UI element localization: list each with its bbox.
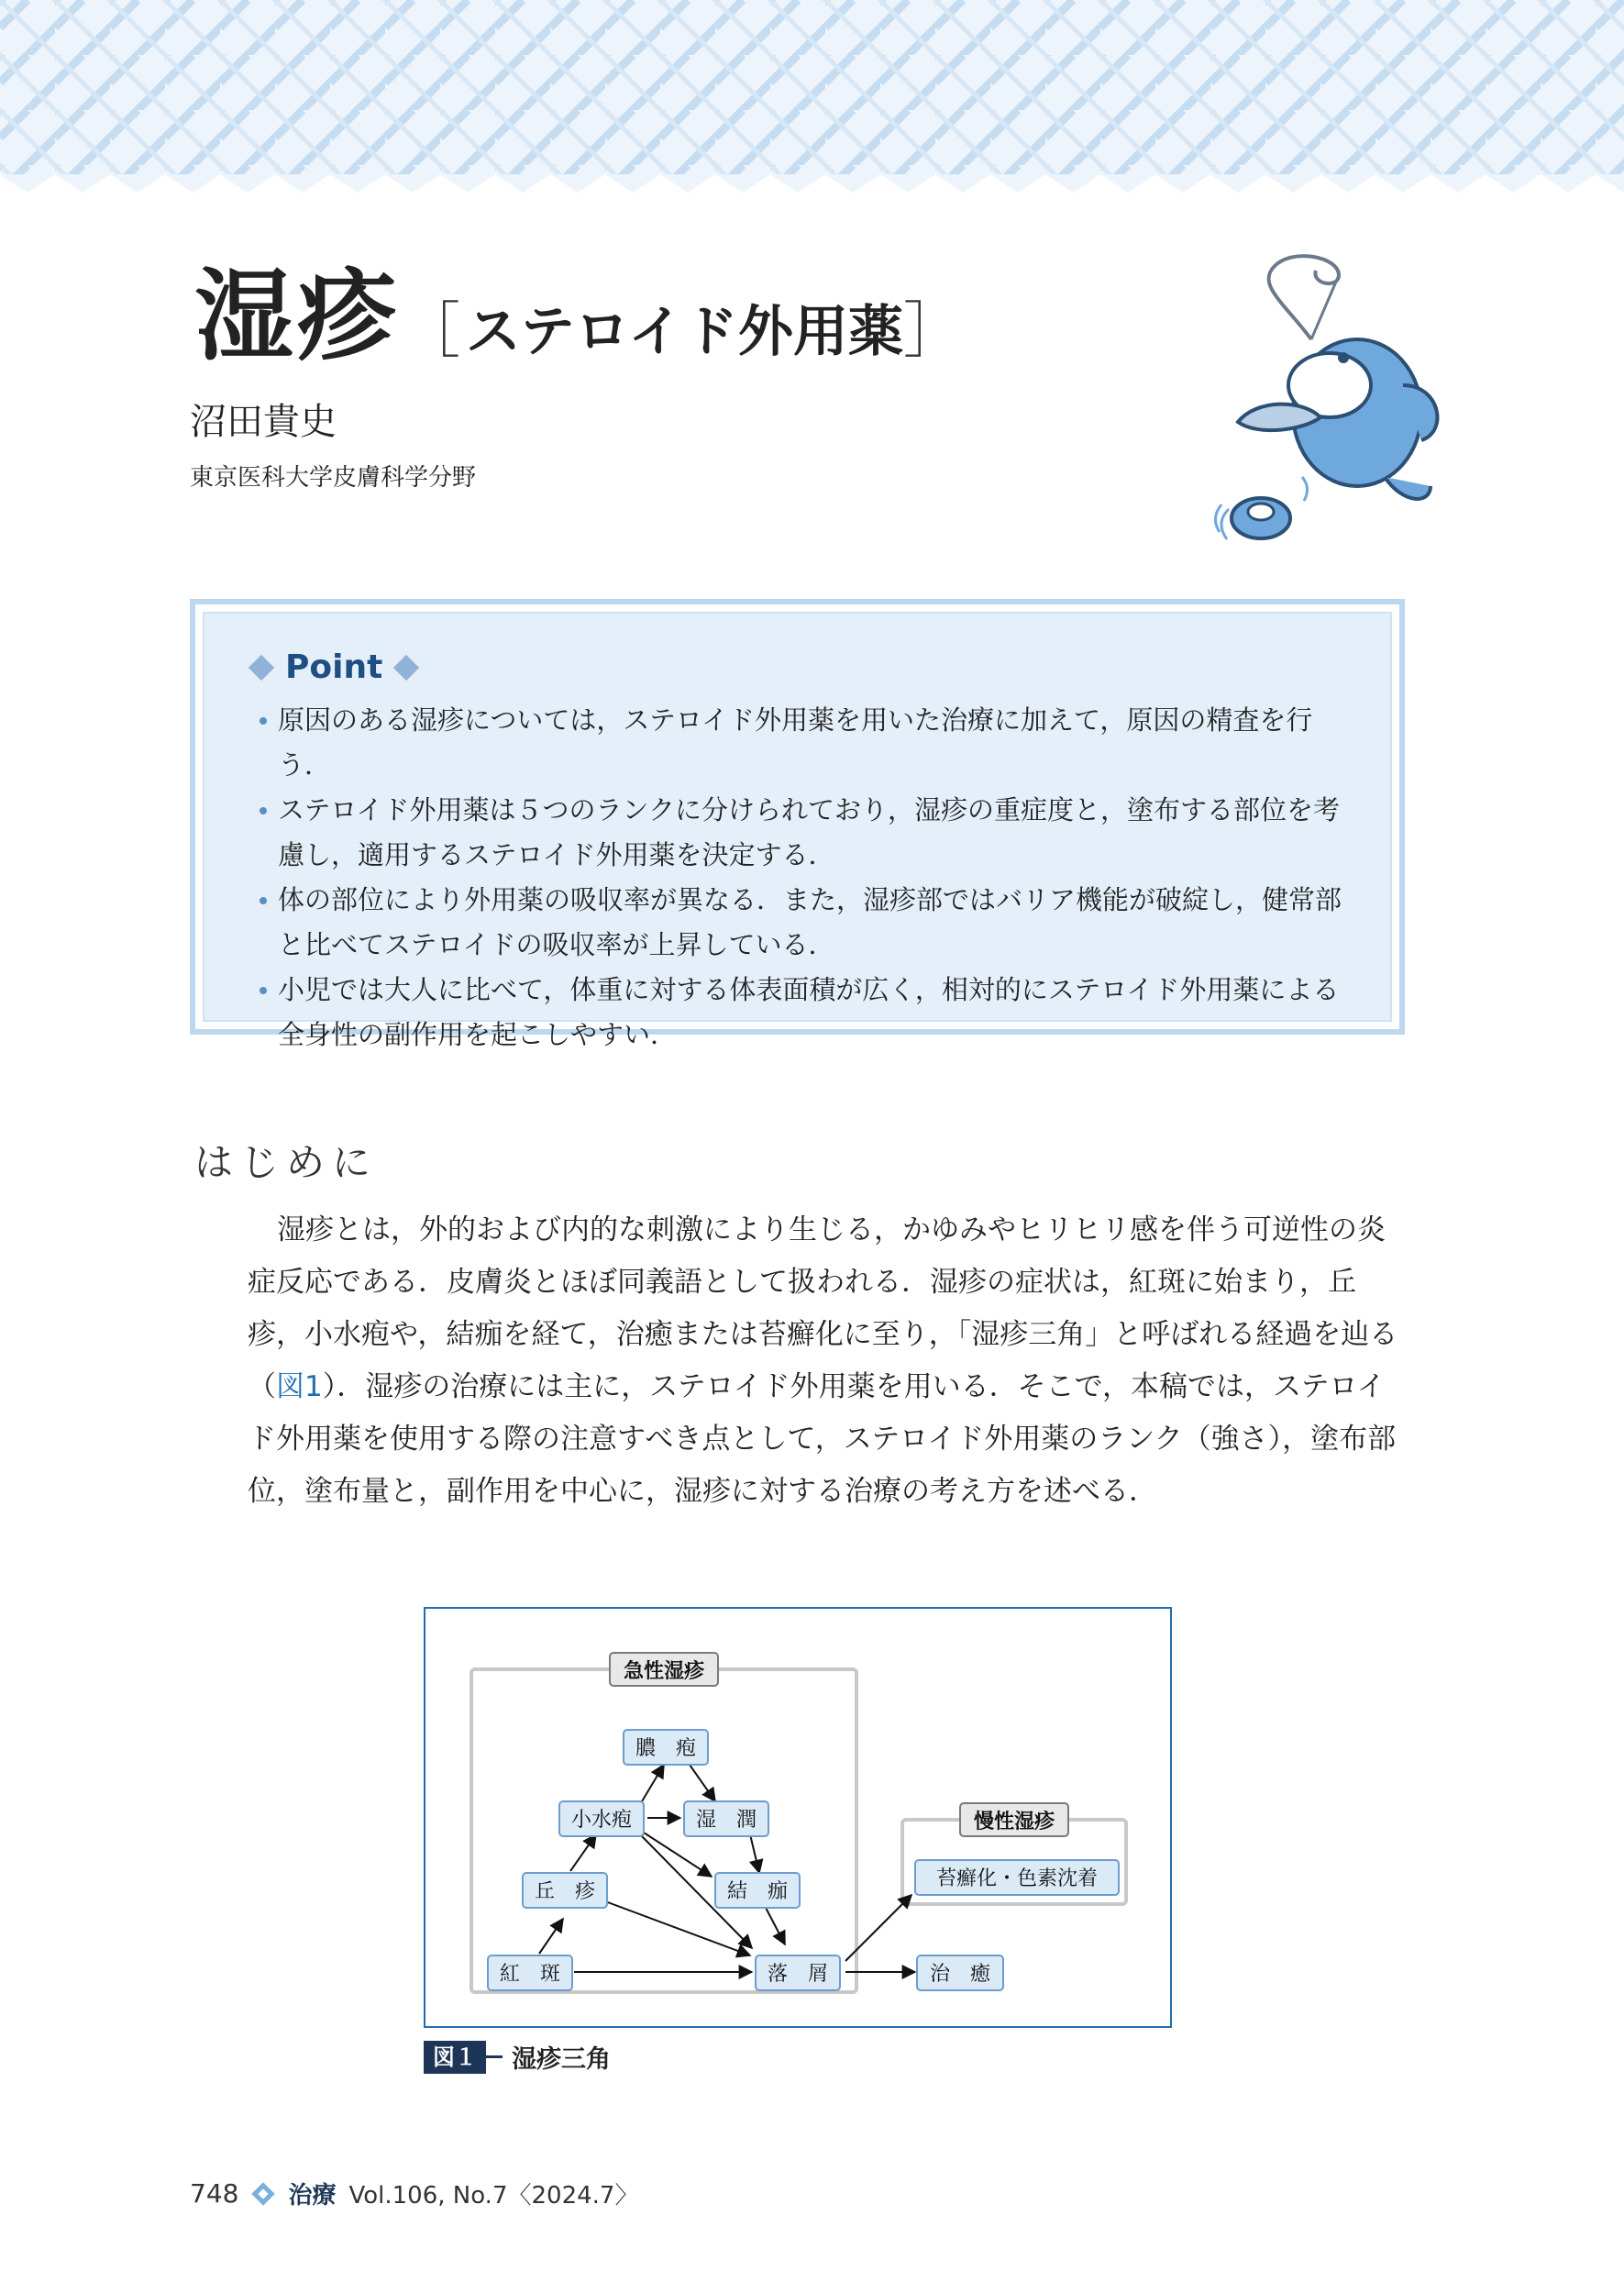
point-box-inner — [203, 612, 1392, 1050]
point-label: Point — [285, 648, 383, 686]
acute-eczema-label: 急性湿疹 — [623, 1660, 705, 1683]
point-item: 小児では大人に比べて，体重に対する体表面積が広く，相対的にステロイド外用薬による全身性の副作用を起こしやすい． — [256, 968, 1347, 1058]
platypus-mascot-illustration — [1201, 248, 1449, 550]
node-wet: 湿 潤 — [695, 1809, 757, 1832]
point-list — [256, 698, 1347, 1058]
intro-text-part2: ）．湿疹の治療には主に，ステロイド外用薬を用いる．そこで，本稿では，ステロイド外用薬を使用する際の注意すべき点として，ステロイド外用薬のランク（強さ），塗布部位，塗布量と，副作用を中心に，湿疹に対する治療の考え方を述べる． — [248, 1370, 1397, 1508]
chronic-eczema-label: 慢性湿疹 — [973, 1811, 1055, 1833]
point-box — [190, 599, 1405, 1050]
node-erythema: 紅 斑 — [499, 1963, 561, 1986]
point-item: ステロイド外用薬は５つのランクに分けられており，湿疹の重症度と，塗布する部位を考慮し，適用するステロイド外用薬を決定する． — [256, 788, 1347, 878]
title-bracket-close: ］ — [903, 295, 965, 366]
figure-label: 図１ — [424, 2041, 486, 2074]
intro-text-part1: 湿疹とは，外的および内的な刺激により生じる，かゆみやヒリヒリ感を伴う可逆性の炎症反応である．皮膚炎とほぼ同義語として扱われる．湿疹の症状は，紅斑に始まり，丘疹，小水疱や，結痂を経て，治癒または苔癬化に至り，「湿疹三角」と呼ばれる経過を辿る（ — [248, 1213, 1398, 1403]
title-subtitle: ステロイド外用薬 — [466, 300, 904, 364]
point-heading — [252, 648, 415, 686]
diamond-right-icon — [393, 654, 419, 680]
intro-paragraph — [248, 1204, 1405, 1518]
page-number: 748 — [190, 2178, 239, 2209]
journal-name: 治療 — [288, 2182, 337, 2210]
title-main: 湿疹 — [194, 260, 401, 374]
figure-title: 湿疹三角 — [512, 2045, 611, 2074]
figure-caption-connector — [486, 2055, 503, 2058]
node-cure: 治 癒 — [929, 1963, 991, 1986]
article-title — [194, 248, 965, 374]
figure-caption — [424, 2039, 611, 2075]
point-item: 体の部位により外用薬の吸収率が異なる．また，湿疹部ではバリア機能が破綻し，健常部と比べてステロイドの吸収率が上昇している． — [256, 878, 1347, 968]
header-pattern-band — [0, 0, 1624, 193]
title-bracket-open: ［ — [400, 295, 461, 366]
node-pustule: 膿 疱 — [635, 1737, 697, 1760]
node-scale: 落 屑 — [767, 1963, 829, 1986]
author-affiliation: 東京医科大学皮膚科学分野 — [190, 464, 477, 492]
page-footer — [190, 2177, 638, 2210]
node-papule: 丘 疹 — [534, 1880, 596, 1903]
diamond-left-icon — [249, 654, 274, 680]
diamond-icon — [252, 2182, 275, 2205]
journal-issue: Vol.106, No.7〈2024.7〉 — [348, 2182, 639, 2210]
point-item: 原因のある湿疹については，ステロイド外用薬を用いた治療に加えて，原因の精査を行う． — [256, 698, 1347, 788]
figure-reference-link[interactable]: 図1 — [276, 1370, 323, 1403]
author-name: 沼田貴史 — [190, 401, 337, 443]
eczema-triangle-diagram — [424, 1607, 1172, 2028]
section-heading-introduction: はじめに — [194, 1140, 379, 1185]
node-crust: 結 痂 — [726, 1880, 789, 1903]
node-lichen: 苔癬化・色素沈着 — [935, 1867, 1099, 1890]
node-vesicle: 小水疱 — [570, 1809, 633, 1832]
